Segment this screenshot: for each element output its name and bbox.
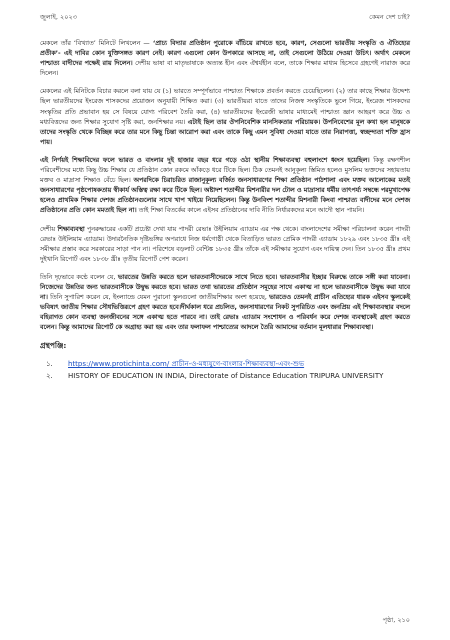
bibliography-number: ২. <box>46 372 53 381</box>
bold-span: ‘প্রাচ্য বিদ্যার প্রতিষ্ঠান পুরোকে বাঁচিয়ে রাখতে হবে, কারণ, সেগুলো ভারতীয় সংস্কৃতি ও ঐতিহ্যের প্রতীক’- এই দাবির কোন যুক্তিসঙ্গত কারণ নেই। কারণ এগুলো কোন উপকারে আসছে না, তাই সেগুলো উঠিয়ে দেওয়া উচিৎ। অর্থাৎ মেকলে পাশ্চাত্য বাদীদের পক্ষেই রায় দিলেন। <box>40 40 410 68</box>
text-span: কিন্তু রক্ষণশীল পরিবেশীদের মধ্যে কিছু উচ্চ শিক্ষার যে প্রতিষ্ঠান কোন রকমে আঁকড়ে ধরে টিকে ছিল। ঠিক তেমনই আনুকূল্য স্তিমিত হলেও মুসলিম ভক্তদের সহায়তায় মক্তব ও মাদ্রাসা শিক্ষাও বেঁচে ছিল। <box>40 156 410 185</box>
text-span: মেকলে তাঁর ‘বিখ্যাত’ মিনিটে লিখলেন — <box>40 40 153 47</box>
paragraph-adam-recommendation <box>40 273 410 334</box>
page-number: পৃষ্ঠা, ২১০ <box>382 616 410 624</box>
text-span: মেকলের এই মিনিটকে বিচার করলে বলা যায় যে (১) ভারতে সম্পূর্ণভাবে পাশ্চাত্য শিক্ষাকে প্রবর্তন করতে চেয়েছিলেন। (২) তার কাছে শিক্ষার উদ্দেশ্য ছিল ভারতীয়দের ইংরেজ শাসকদের প্রয়োজন অনুযায়ী শিক্ষিত করা। (৩) ভারতীয়রা যাতে তাদের নিজস্ব সংস্কৃতিকে ভুলে গিয়ে, ইংরেজ শাসকদের সংস্কৃতির প্রতি প্রভাবান হয় সে বিষয়ে যোগ্য পরিবেশ তৈরি করা, (৪) ভারতীয়দের ইংরেজী ভাষার মাধ্যমেই পাশ্চাত্য জ্ঞান আহরণ করে উচ্চ ও মধ্যবিত্তদের জন্য শিক্ষার সুযোগ সৃষ্টি করা, জনশিক্ষার নয়। <box>40 88 410 126</box>
bold-span: শিক্ষাব্যবস্থা <box>57 225 85 233</box>
bold-span: এটাই ছিল তার ঔপনিবেশিক মানসিকতার পরিচায়ক। উপনিবেশের মূল কথা হল মানুষকে তাদের সংস্কৃতি থেকে বিচ্ছিন্ন করে তার মনে কিছু চিন্তা আরোপ করা এবং তাকে কিছু এমন সুবিধা দেওয়া যাতে তার নিরাপত্তা, স্বচ্ছন্দ্যতা শক্তি হ্রাস পায়। <box>40 118 410 146</box>
text-span: পুনরুদ্ধারের একটি প্রচেষ্টা দেখা যায় পাদরী রেভাঃ উইলিয়াম এ্যাডাম এর পক্ষ থেকে। বাংলাদেশের সমীক্ষা পরিচালনা করেন পাদরী রেভাঃ উইলিয়াম এ্যাডাম। উদারনৈতিক দৃষ্টিভঙ্গির অপরাধে নিজ ধর্মগোষ্ঠী থেকে বিতাড়িত ভারত প্রেমিক পাদরী এ্যাডাম ১৮২৯ এবং ১৮৩৫ খ্রীঃ এই সমীক্ষার প্রস্তাব করে সরকারের সাড়া পান না। পরিশেষে বড়লাট বেন্টিঙ্ক ১৮৩৫ খ্রীঃ তাঁকে এই সমীক্ষার সুযোগ এবং দায়িত্ব দেন। তিন ১৮৩৫ খ্রীঃ প্রথম দুইখানি রিপোর্ট এবং ১৮৩৮ খ্রীঃ তৃতীয় রিপোর্ট পেশ করেন। <box>40 225 411 263</box>
text-span: তিনি সুপারিশ করেন যে, ইংল্যান্ডে যেমন পুরানো স্কুলগুলো জাতীয়শিক্ষার অংশ হয়েছে, <box>47 294 270 302</box>
paragraph-macaulay-minute <box>40 39 410 79</box>
bibliography-title: গ্রন্থপঞ্জি: <box>40 341 67 351</box>
text-span: দেশীয় ভাষা বা মাতৃভাষাকে অত্যন্ত হীন এবং ঐশ্বর্যহীন বলে, তাকে শিক্ষার মাধ্যম হিসেবে গ্রহণেই নারাজ করে দিলেন। <box>40 60 410 78</box>
bold-span: ভারতেও তেমনই প্রাচীন এতিহ্যের ধারক এইসব স্কুলকেই ভবিষ্যৎ জাতীয় শিক্ষার সৌধভিত্তিরূপে গ্রহণ করতে হবে।দীর্ঘকাল ধরে প্রচলিত, জনসাধারণের নিকট সুপরিচিত এবং জনপ্রিয় এই শিক্ষাব্যবস্থার বদলে বহিরাগত কোন ব্যবস্থা জনজীবনের সঙ্গে একাত্ম হতে পারবে না। তাই রেভাঃ এ্যাডাম সংশোধন ও পরিবর্ধন করে দেশজ ব্যবস্থাকেই গ্রহণ করতে বলেন। কিন্তু আমাদের রিপোর্ট কে অগ্রাহ্য করা হয় এবং তার ফলাফল পাশ্চাত্যের আদলে তৈরি আমাদের বর্তমান মূলধারার শিক্ষাব্যবস্থা। <box>40 294 410 332</box>
text-span: দেশীয় <box>40 225 58 233</box>
bibliography-number: ১. <box>46 360 53 369</box>
bibliography-text: HISTORY OF EDUCATION IN INDIA, Directorate of Distance Education TRIPURA UNIVERSITY <box>68 372 384 381</box>
text-span: তাই শিক্ষা বিতর্কের কালে এইসব প্রতিষ্ঠানের দাবি নীতি নির্ধারকদের মনে আদৌ স্থান পায়নি। <box>136 207 365 215</box>
bibliography-link[interactable]: https://www.protichinta.com/ প্রাচীন-ও-মধ্যযুগে-বাংলার-শিক্ষাব্যবস্থা-এবং-শুভ <box>68 360 305 369</box>
bold-span: ভারতের উন্নতি করতে হলে ভারতবাসীদেরকে সাথে নিতে হবে। ভারতবাসীর ইচ্ছার বিরুদ্ধে তাকে সঙ্গী করা যাবেনা। নিজেদের উন্নতির জন্য ভারতবাসীকে উদ্বুদ্ধ করতে হবে। ভারত তথা ভারতের প্রতিষ্ঠান সমূহের সাথে একাত্ম না হলে ভারতবাসীকে উদ্বুদ্ধ করা যাবে না। <box>40 273 411 302</box>
page-header <box>40 12 410 23</box>
header-date: জুলাই, ২০২৩ <box>40 13 77 21</box>
text-span: তিনি দৃঢ়ভাবে কণ্ঠে বলেন যে, <box>40 273 118 281</box>
bibliography-item <box>46 371 410 381</box>
bold-span: এই নির্ণয়ই শিক্ষাবিদের ফলে ভারত ও বাংলার দুই হাজার বছর ধরে গড়ে ওঠা স্থানীয় শিক্ষাব্যবস্থা বহুলাংশে ধ্বংস হয়েছিল। <box>40 156 370 164</box>
paragraph-indigenous-education <box>40 156 410 217</box>
header-title: কেমন দেশ চাই? <box>369 13 410 21</box>
paragraph-minute-analysis <box>40 87 410 148</box>
paragraph-adam-survey <box>40 225 410 265</box>
bibliography-item <box>46 359 410 369</box>
bold-span: অপরদিকে চিরাচরিত রাজানুকূল্য বর্জিত জনসাধারণের শিক্ষা প্রতিষ্ঠান পাঠশালা এবং মক্তব আলোকের মতই জনসাধারণের পৃষ্ঠপোষকতায় স্বীকার্য অস্তিত্ব রক্ষা করে টিকে ছিল। অষ্টাদশ শতাব্দীর মিশনারীর দল টোল ও মাদ্রাসার ধর্মীয় তাৎপর্য্য সম্বন্ধে পরমুখাপেক্ষ হলেও প্রাথমিক শিক্ষার দেশজ প্রতিষ্ঠানগুলোর সাথে খাপ খাইয়ে নিয়েছিলেন। কিন্তু উনবিংশ শতাব্দীর মিশনারী কিংবা পাশ্চাত্য বাদীদের মনে দেশজ প্রতিষ্ঠানের প্রতি কোন মমতাই ছিল না। <box>40 177 410 215</box>
